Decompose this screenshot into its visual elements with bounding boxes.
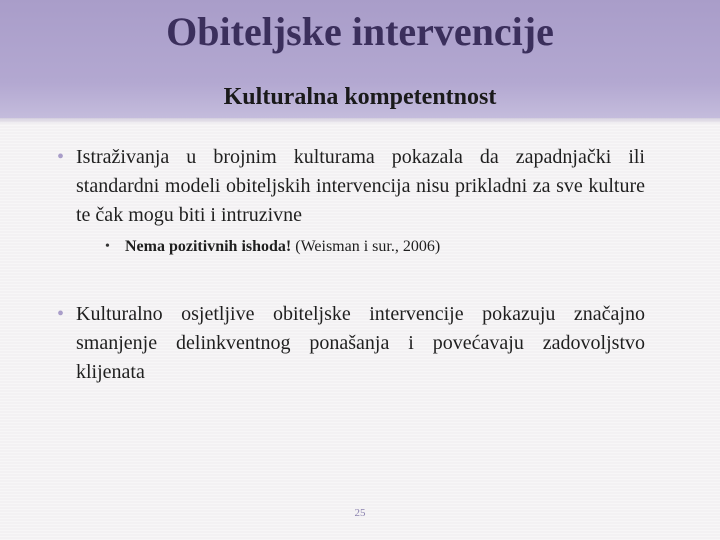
bullet-text: Istraživanja u brojnim kulturama pokazala da zapadnjački ili standardni modeli obiteljskih intervencija nisu prikladni za sve kulture te čak mogu biti i intruzivne — [76, 146, 645, 226]
sub-bullet-emphasis: Nema pozitivnih ishoda! — [125, 238, 292, 255]
bullet-item-2 — [57, 300, 645, 387]
bullet-text: Kulturalno osjetljive obiteljske intervencije pokazuju značajno smanjenje delinkventnog ponašanja i povećavaju zadovoljstvo klijenata — [76, 303, 645, 383]
sub-bullet-item-1 — [105, 235, 645, 259]
slide-subtitle: Kulturalna kompetentnost — [223, 84, 497, 110]
bullet-item-1 — [57, 143, 645, 230]
sub-bullet-marker-icon: • — [105, 239, 110, 254]
sub-bullet-citation: (Weisman i sur., 2006) — [291, 238, 441, 255]
page-number: 25 — [354, 507, 366, 519]
slide-title: Obiteljske intervencije — [166, 9, 554, 54]
bullet-marker-icon: • — [57, 303, 65, 325]
bullet-marker-icon: • — [57, 146, 65, 168]
